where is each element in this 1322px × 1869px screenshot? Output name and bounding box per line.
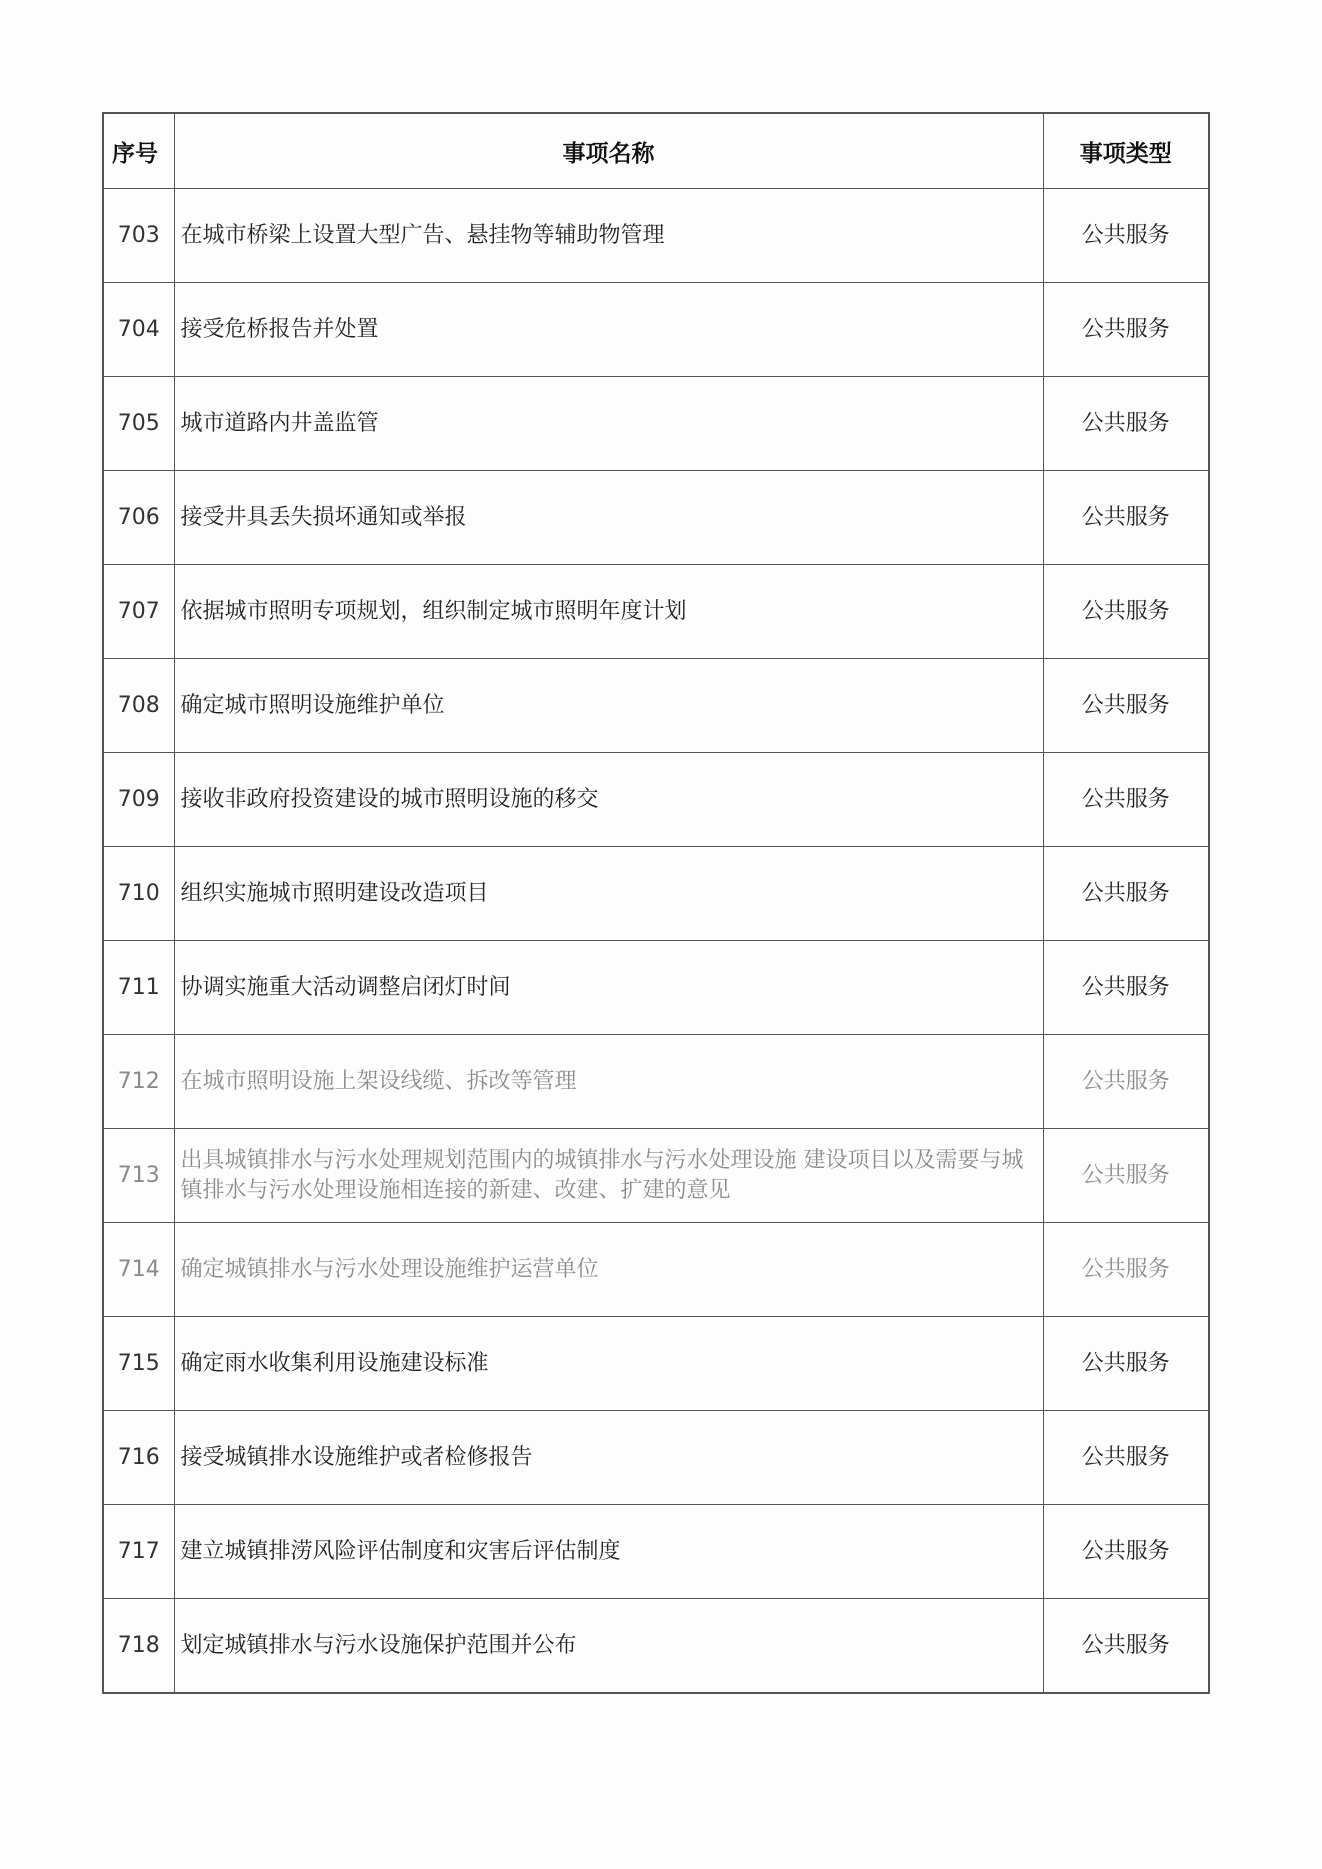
row-item-name: 在城市照明设施上架设线缆、拆改等管理 (174, 1035, 1043, 1129)
row-serial-number: 716 (103, 1411, 174, 1505)
row-item-type: 公共服务 (1043, 1223, 1209, 1317)
row-serial-number: 709 (103, 753, 174, 847)
table-row (103, 1223, 1209, 1317)
row-serial-number: 717 (103, 1505, 174, 1599)
header-serial-number: 序号 (103, 113, 174, 189)
row-item-type: 公共服务 (1043, 753, 1209, 847)
row-item-name: 确定雨水收集利用设施建设标准 (174, 1317, 1043, 1411)
row-item-type: 公共服务 (1043, 189, 1209, 283)
row-serial-number: 703 (103, 189, 174, 283)
row-serial-number: 713 (103, 1129, 174, 1223)
row-item-name: 确定城市照明设施维护单位 (174, 659, 1043, 753)
row-item-name: 组织实施城市照明建设改造项目 (174, 847, 1043, 941)
row-item-name: 依据城市照明专项规划，组织制定城市照明年度计划 (174, 565, 1043, 659)
table-row (103, 1317, 1209, 1411)
row-serial-number: 718 (103, 1599, 174, 1694)
row-item-name: 确定城镇排水与污水处理设施维护运营单位 (174, 1223, 1043, 1317)
row-item-name: 划定城镇排水与污水设施保护范围并公布 (174, 1599, 1043, 1694)
table-row (103, 565, 1209, 659)
table-row (103, 941, 1209, 1035)
row-serial-number: 708 (103, 659, 174, 753)
row-serial-number: 715 (103, 1317, 174, 1411)
row-item-name: 接受井具丢失损坏通知或举报 (174, 471, 1043, 565)
table-row (103, 1505, 1209, 1599)
row-serial-number: 704 (103, 283, 174, 377)
row-serial-number: 714 (103, 1223, 174, 1317)
row-item-type: 公共服务 (1043, 847, 1209, 941)
row-item-type: 公共服务 (1043, 941, 1209, 1035)
row-item-name: 接收非政府投资建设的城市照明设施的移交 (174, 753, 1043, 847)
header-row (103, 113, 1209, 189)
row-item-type: 公共服务 (1043, 1317, 1209, 1411)
row-item-name: 协调实施重大活动调整启闭灯时间 (174, 941, 1043, 1035)
table-row (103, 1035, 1209, 1129)
row-serial-number: 706 (103, 471, 174, 565)
items-table (102, 112, 1210, 1694)
table-row (103, 283, 1209, 377)
table-row (103, 659, 1209, 753)
row-serial-number: 707 (103, 565, 174, 659)
table-row (103, 189, 1209, 283)
table-row (103, 753, 1209, 847)
row-serial-number: 711 (103, 941, 174, 1035)
table-row (103, 1129, 1209, 1223)
row-serial-number: 710 (103, 847, 174, 941)
row-item-type: 公共服务 (1043, 1035, 1209, 1129)
row-item-type: 公共服务 (1043, 471, 1209, 565)
row-item-name: 出具城镇排水与污水处理规划范围内的城镇排水与污水处理设施 建设项目以及需要与城镇排水与污水处理设施相连接的新建、改建、扩建的意见 (174, 1129, 1043, 1223)
row-item-name: 接受危桥报告并处置 (174, 283, 1043, 377)
header-item-type: 事项类型 (1043, 113, 1209, 189)
table-body (103, 189, 1209, 1694)
row-item-type: 公共服务 (1043, 565, 1209, 659)
table-row (103, 847, 1209, 941)
table-header (103, 113, 1209, 189)
row-item-type: 公共服务 (1043, 1505, 1209, 1599)
row-item-type: 公共服务 (1043, 1599, 1209, 1694)
row-serial-number: 712 (103, 1035, 174, 1129)
row-item-name: 城市道路内井盖监管 (174, 377, 1043, 471)
table-row (103, 471, 1209, 565)
row-item-type: 公共服务 (1043, 1411, 1209, 1505)
row-item-type: 公共服务 (1043, 377, 1209, 471)
row-item-name: 在城市桥梁上设置大型广告、悬挂物等辅助物管理 (174, 189, 1043, 283)
row-serial-number: 705 (103, 377, 174, 471)
row-item-type: 公共服务 (1043, 659, 1209, 753)
row-item-type: 公共服务 (1043, 1129, 1209, 1223)
row-item-name: 建立城镇排涝风险评估制度和灾害后评估制度 (174, 1505, 1043, 1599)
row-item-name: 接受城镇排水设施维护或者检修报告 (174, 1411, 1043, 1505)
row-item-type: 公共服务 (1043, 283, 1209, 377)
header-item-name: 事项名称 (174, 113, 1043, 189)
table-row (103, 377, 1209, 471)
table-row (103, 1599, 1209, 1694)
table-row (103, 1411, 1209, 1505)
